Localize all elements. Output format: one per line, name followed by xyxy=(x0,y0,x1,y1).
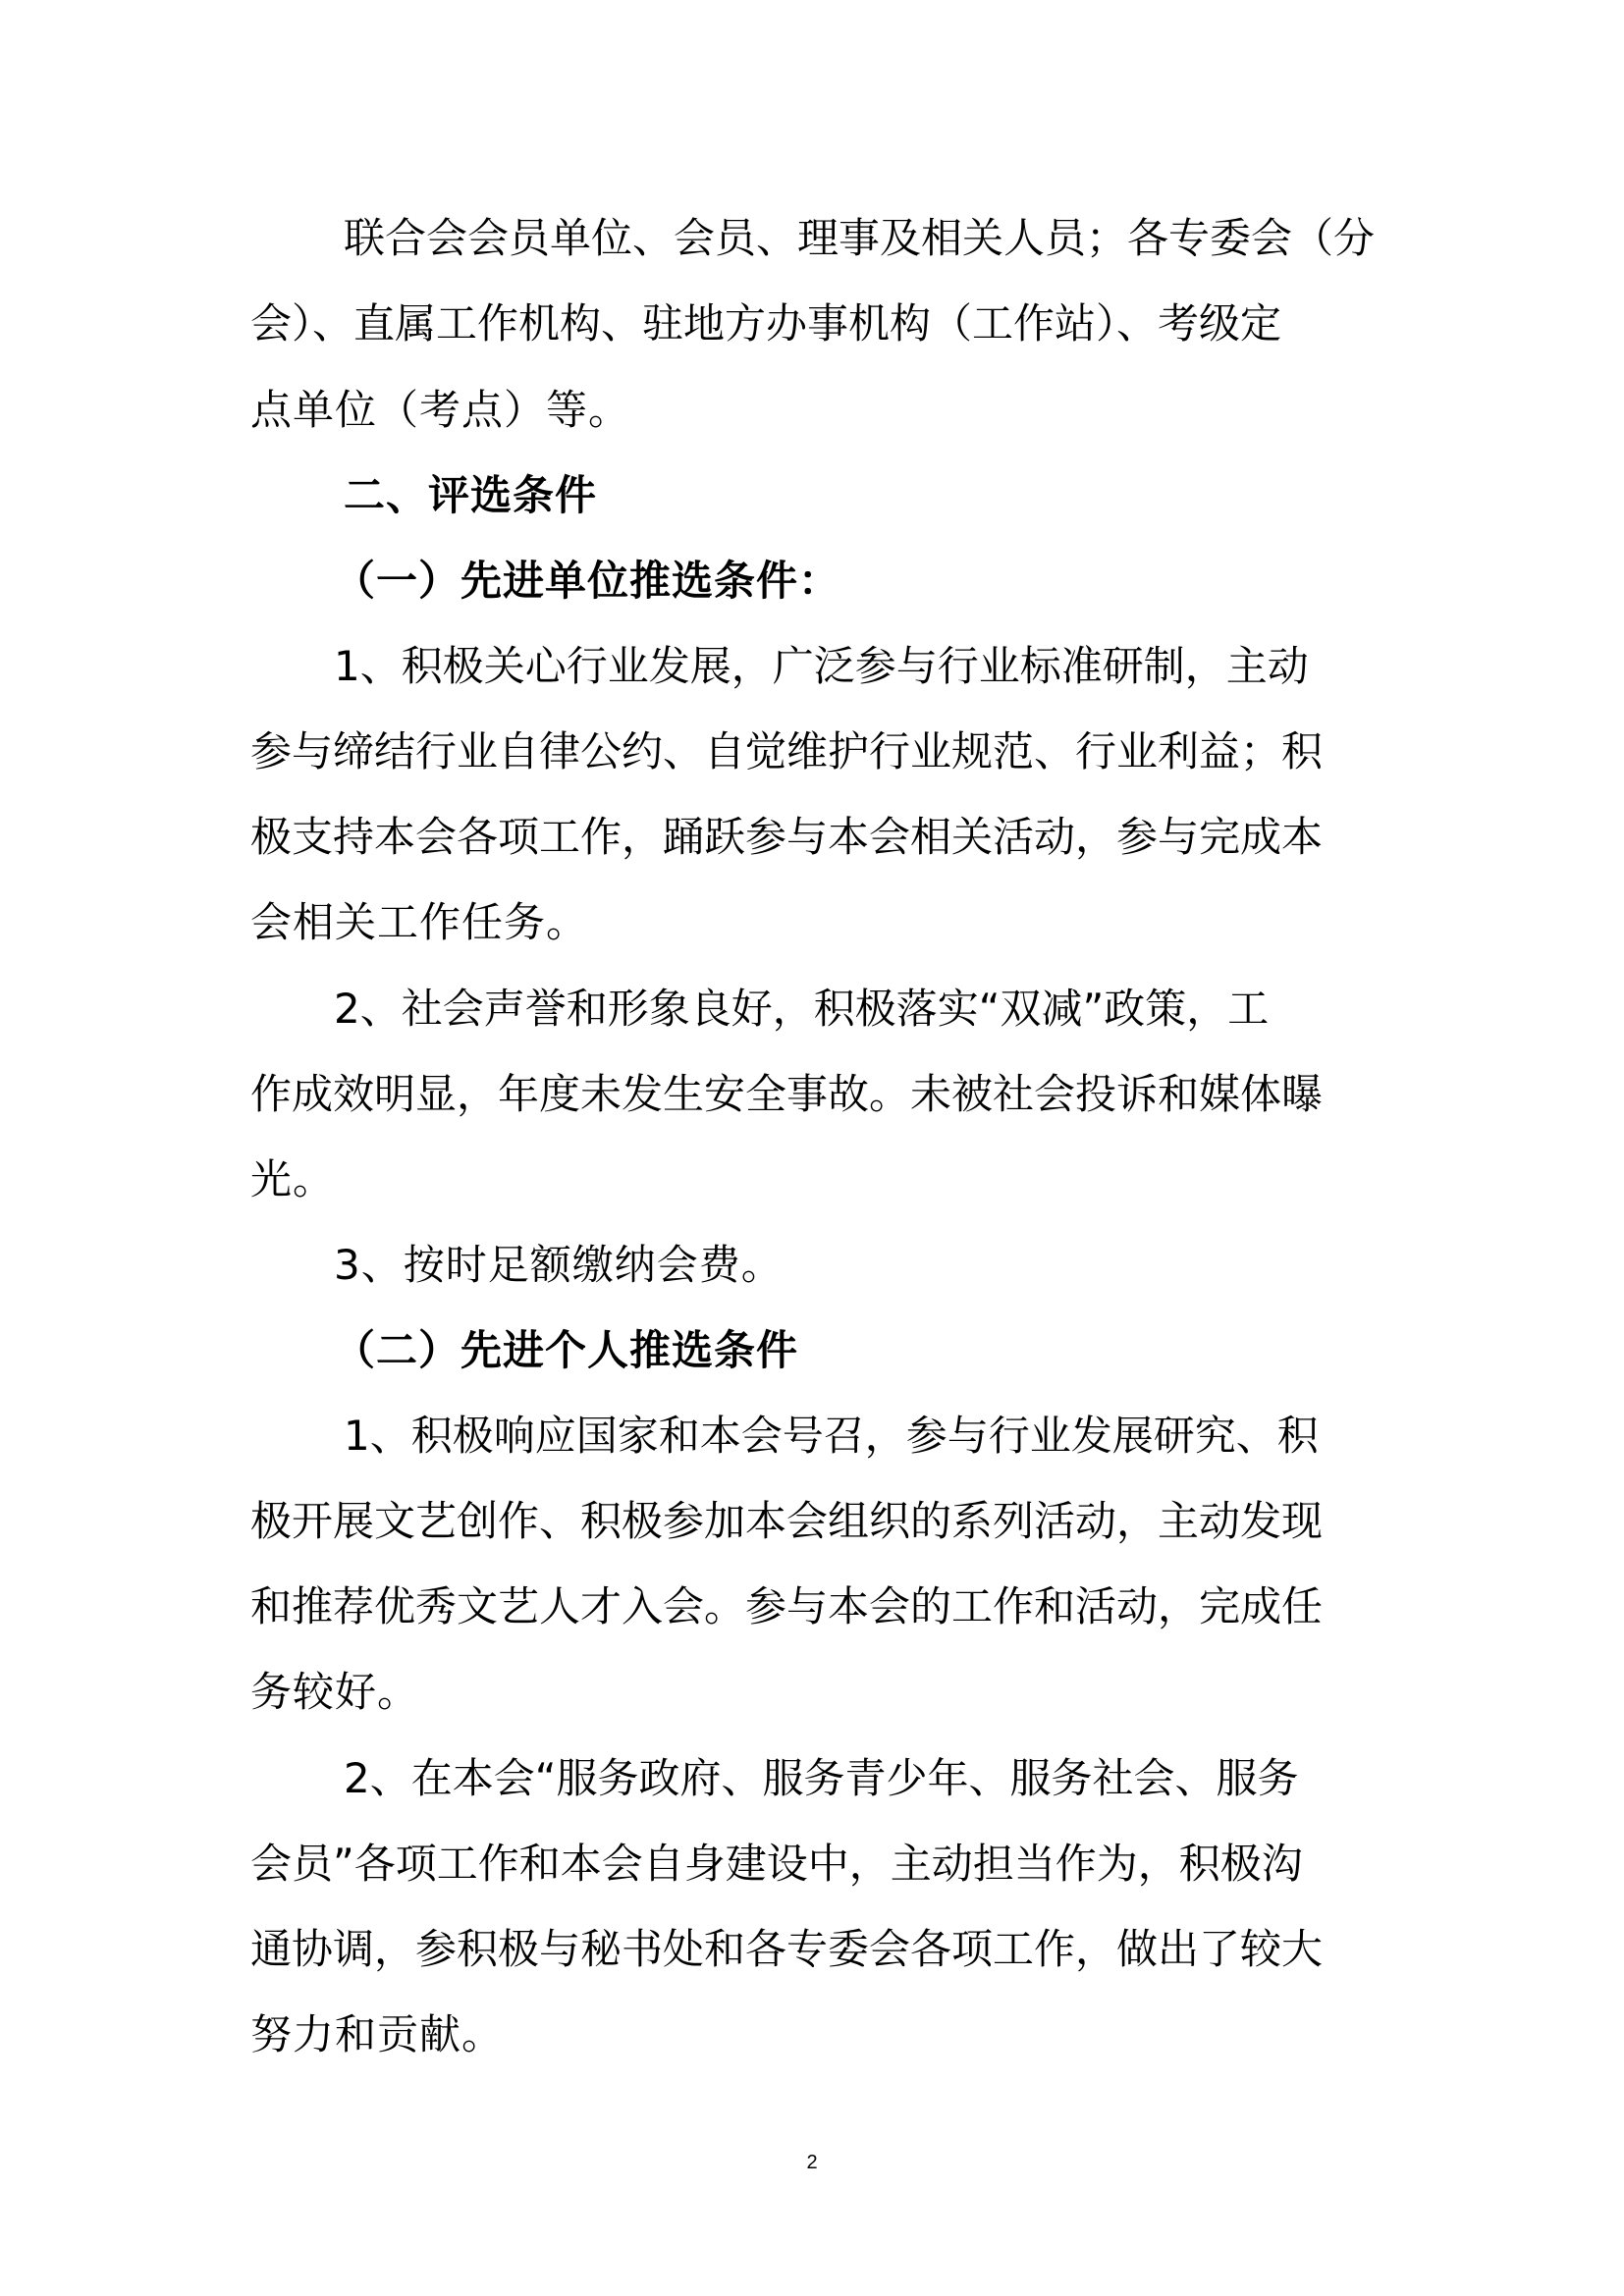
line-18: 务较好。 xyxy=(250,1668,420,1716)
line-13: 3、按时足额缴纳会费。 xyxy=(334,1241,784,1289)
line-10: 2、社会声誉和形象良好，积极落实“双减”政策，工 xyxy=(334,985,1270,1033)
line-19: 2、在本会“服务政府、服务青少年、服务社会、服务 xyxy=(344,1754,1299,1802)
line-03: 点单位（考点）等。 xyxy=(250,386,631,434)
line-01: 联合会会员单位、会员、理事及相关人员；各专委会（分 xyxy=(344,214,1376,262)
line-06: 1、积极关心行业发展，广泛参与行业标准研制，主动 xyxy=(334,642,1309,690)
line-08: 极支持本会各项工作，踊跃参与本会相关活动，参与完成本 xyxy=(250,813,1324,861)
line-12: 光。 xyxy=(250,1155,336,1203)
line-20: 会员”各项工作和本会自身建设中，主动担当作为，积极沟 xyxy=(250,1840,1303,1888)
section-heading-criteria: 二、评选条件 xyxy=(344,471,598,519)
line-09: 会相关工作任务。 xyxy=(250,898,589,946)
line-11: 作成效明显，年度未发生安全事故。未被社会投诉和媒体曝 xyxy=(250,1070,1324,1118)
line-07: 参与缔结行业自律公约、自觉维护行业规范、行业利益；积 xyxy=(250,727,1324,775)
line-02: 会）、直属工作机构、驻地方办事机构（工作站）、考级定 xyxy=(250,299,1282,347)
subheading-advanced-units: （一）先进单位推选条件： xyxy=(334,557,841,605)
page-number: 2 xyxy=(806,2152,818,2173)
line-22: 努力和贡献。 xyxy=(250,2010,505,2058)
line-21: 通协调，参积极与秘书处和各专委会各项工作，做出了较大 xyxy=(250,1925,1324,1973)
subheading-advanced-individuals: （二）先进个人推选条件 xyxy=(334,1326,799,1374)
line-15: 1、积极响应国家和本会号召，参与行业发展研究、积 xyxy=(344,1412,1319,1460)
line-17: 和推荐优秀文艺人才入会。参与本会的工作和活动，完成任 xyxy=(250,1582,1324,1630)
line-16: 极开展文艺创作、积极参加本会组织的系列活动，主动发现 xyxy=(250,1497,1324,1545)
